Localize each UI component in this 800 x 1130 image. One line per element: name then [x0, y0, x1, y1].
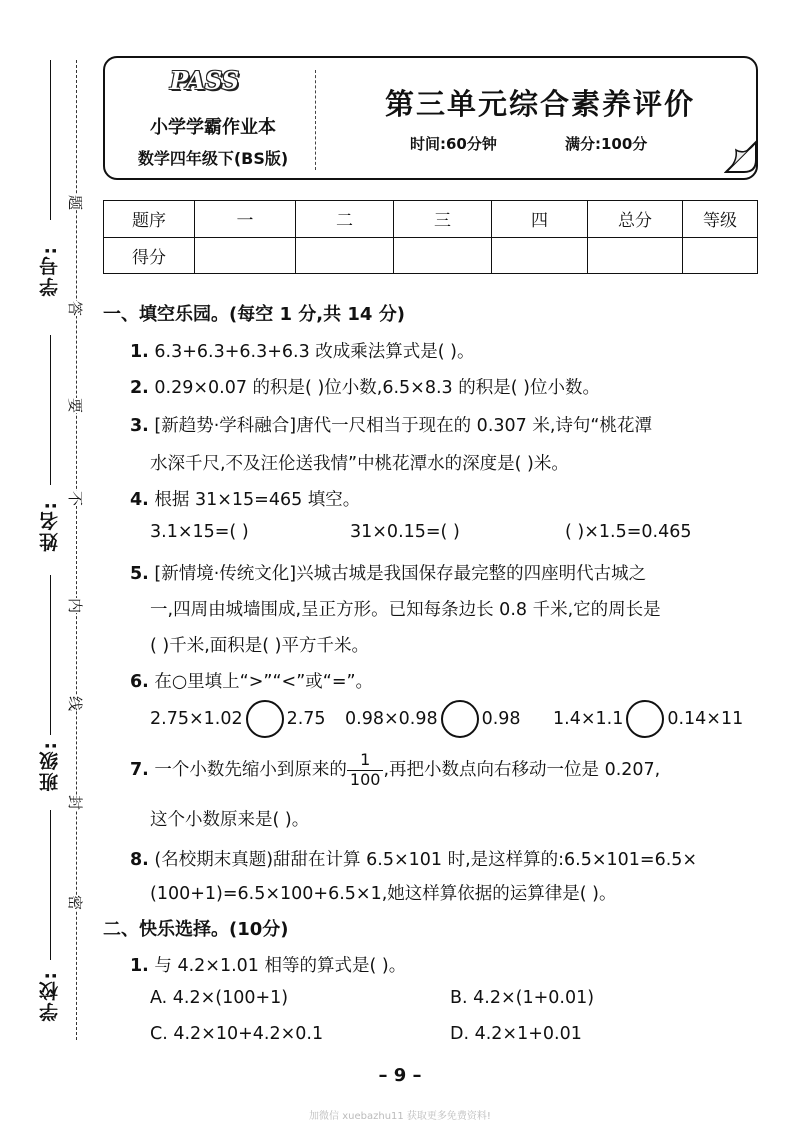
table-header-cell: 总分: [588, 201, 683, 238]
question-6-compare-a: [150, 700, 326, 738]
name-line: [50, 335, 51, 485]
full-score: 满分:100分: [565, 135, 648, 153]
option-c[interactable]: C. 4.2×10+4.2×0.1: [150, 1024, 324, 1044]
table-header-cell: 一: [195, 201, 296, 238]
header-divider: [315, 70, 316, 170]
compare-left: 0.98×0.98: [345, 709, 438, 729]
name-label: 姓名:: [39, 500, 61, 552]
pass-logo: PASS: [170, 66, 240, 95]
unit-title: 第三单元综合素养评价: [384, 87, 695, 121]
question-text: [新情境·传统文化]兴城古城是我国保存最完整的四座明代古城之: [154, 564, 647, 584]
table-header-cell: 二: [296, 201, 394, 238]
question-6-compare-c: [553, 700, 743, 738]
question-number: 2.: [130, 378, 149, 398]
question-text: 6.3+6.3+6.3+6.3 改成乘法算式是( )。: [154, 342, 475, 362]
fraction-denominator: 100: [347, 770, 384, 789]
seal-char-da: 答: [66, 300, 85, 317]
score-row-label: 得分: [104, 237, 195, 274]
question-text: 0.29×0.07 的积是( )位小数,6.5×8.3 的积是( )位小数。: [154, 378, 600, 398]
score-cell[interactable]: [394, 237, 492, 274]
question-text: [新趋势·学科融合]唐代一尺相当于现在的 0.307 米,诗句“桃花潭: [154, 416, 652, 436]
student-id-label: 学号:: [39, 245, 61, 297]
school-line: [50, 810, 51, 960]
question-text-cont: ,再把小数点向右移动一位是 0.207,: [383, 760, 661, 780]
question-7-line2: 这个小数原来是( )。: [150, 810, 310, 830]
compare-left: 2.75×1.02: [150, 709, 243, 729]
fraction-numerator: 1: [360, 750, 371, 770]
question-number: 1.: [130, 956, 149, 976]
question-number: 3.: [130, 416, 149, 436]
answer-circle[interactable]: [441, 700, 479, 738]
score-cell[interactable]: [195, 237, 296, 274]
score-cell[interactable]: [588, 237, 683, 274]
exam-time: 时间:60分钟: [410, 135, 497, 153]
student-id-line: [50, 60, 51, 220]
option-a[interactable]: A. 4.2×(100+1): [150, 988, 289, 1008]
table-header-cell: 等级: [683, 201, 758, 238]
question-text: 根据 31×15=465 填空。: [154, 490, 361, 510]
question-8-line2: (100+1)=6.5×100+6.5×1,她这样算依据的运算律是( )。: [150, 884, 617, 904]
watermark-text: 加微信 xuebazhu11 获取更多免费资料!: [309, 1111, 491, 1122]
question-4-blank-c: ( )×1.5=0.465: [565, 522, 692, 542]
section1-title: 一、填空乐园。(每空 1 分,共 14 分): [103, 304, 405, 325]
class-label: 班级:: [39, 740, 61, 792]
question-number: 1.: [130, 342, 149, 362]
question-number: 6.: [130, 672, 149, 692]
score-cell[interactable]: [683, 237, 758, 274]
page-number: – 9 –: [378, 1065, 422, 1086]
question-5-line2: 一,四周由城墙围成,呈正方形。已知每条边长 0.8 千米,它的周长是: [150, 600, 661, 620]
class-line: [50, 575, 51, 735]
table-header-cell: 三: [394, 201, 492, 238]
compare-right: 0.98: [481, 709, 521, 729]
fraction: [347, 751, 384, 789]
compare-right: 0.14×11: [667, 709, 744, 729]
question-text: (名校期末真题)甜甜在计算 6.5×101 时,是这样算的:6.5×101=6.5×: [154, 850, 698, 870]
answer-circle[interactable]: [626, 700, 664, 738]
question-number: 8.: [130, 850, 149, 870]
question-3-line2: 水深千尺,不及汪伦送我情”中桃花潭水的深度是( )米。: [150, 454, 569, 474]
question-1: [130, 338, 475, 363]
question-4-blank-b: 31×0.15=( ): [350, 522, 460, 542]
question-6-compare-b: [345, 700, 521, 738]
answer-circle[interactable]: [246, 700, 284, 738]
seal-char-ti: 题: [66, 194, 85, 211]
book-title: 小学学霸作业本: [150, 117, 276, 138]
question-7: [130, 748, 660, 792]
table-header-cell: 题序: [104, 201, 195, 238]
seal-char-nei: 内: [66, 597, 85, 614]
section2-title: 二、快乐选择。(10分): [103, 919, 289, 940]
question-5-line3: ( )千米,面积是( )平方千米。: [150, 636, 369, 656]
compare-right: 2.75: [286, 709, 326, 729]
table-header-cell: 四: [492, 201, 588, 238]
page-fold-icon: [724, 140, 758, 174]
question-text: 与 4.2×1.01 相等的算式是( )。: [154, 956, 407, 976]
score-table: [103, 200, 758, 274]
option-d[interactable]: D. 4.2×1+0.01: [450, 1024, 582, 1044]
question-5: [130, 560, 646, 585]
question-4: [130, 486, 360, 511]
question-number: 4.: [130, 490, 149, 510]
question-6: [130, 668, 373, 693]
option-b[interactable]: B. 4.2×(1+0.01): [450, 988, 595, 1008]
score-table-header-row: [104, 201, 758, 238]
question-number: 5.: [130, 564, 149, 584]
seal-char-xian: 线: [66, 695, 85, 712]
question-3: [130, 412, 652, 437]
compare-left: 1.4×1.1: [553, 709, 624, 729]
school-label: 学校:: [39, 970, 61, 1022]
choice-question-1: [130, 952, 406, 977]
score-cell[interactable]: [296, 237, 394, 274]
question-text: 在○里填上“>”“<”或“=”。: [154, 672, 374, 692]
book-subtitle: 数学四年级下(BS版): [137, 149, 289, 168]
seal-char-feng: 封: [66, 794, 85, 811]
seal-char-bu: 不: [66, 490, 85, 507]
question-4-blank-a: 3.1×15=( ): [150, 522, 249, 542]
question-number: 7.: [130, 760, 149, 780]
question-text: 一个小数先缩小到原来的: [154, 760, 347, 780]
question-8: [130, 846, 697, 871]
seal-char-mi: 密: [66, 894, 85, 911]
score-table-score-row: [104, 237, 758, 274]
question-2: [130, 374, 600, 399]
seal-char-yao: 要: [66, 397, 85, 414]
score-cell[interactable]: [492, 237, 588, 274]
